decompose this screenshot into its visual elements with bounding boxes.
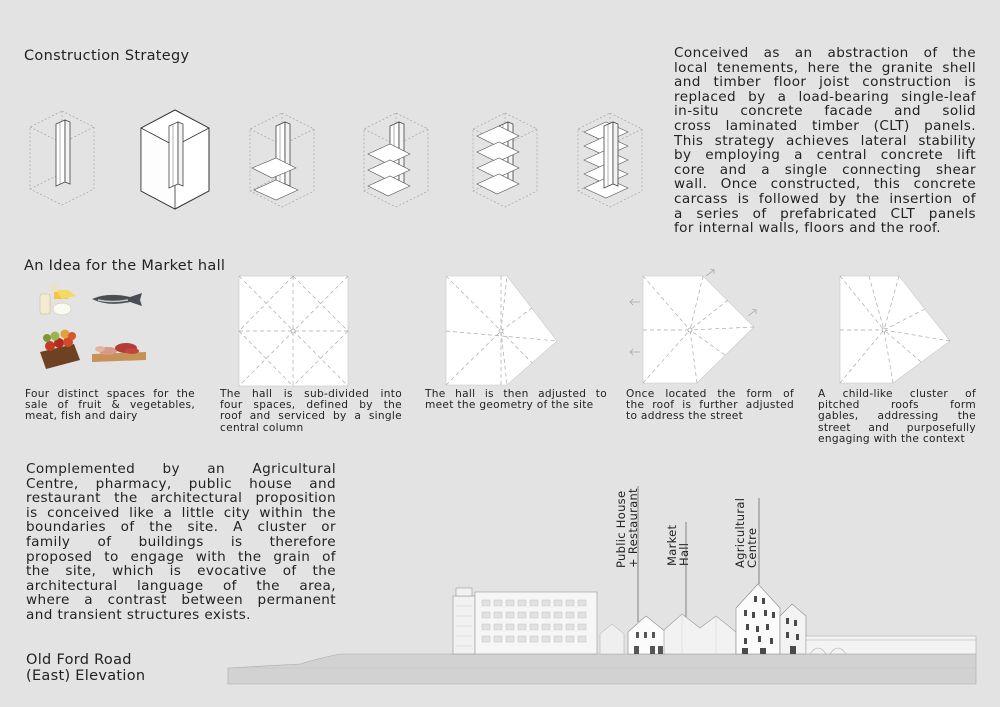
market-hall-title: An Idea for the Market hall: [24, 258, 226, 274]
proposition-line: Complemented by an Agricultural: [26, 461, 336, 477]
label-line: Public House: [614, 490, 628, 568]
construction-line: local tenements, here the granite shell: [674, 59, 976, 76]
construction-line: wall. Once constructed, this concrete: [674, 176, 976, 193]
caption-line: meet the geometry of the site: [425, 399, 594, 412]
caption-line: street and purposefully: [818, 421, 976, 434]
construction-line: This strategy achieves lateral stability: [674, 132, 976, 149]
construction-line: replaced by a load-bearing single-leaf: [674, 88, 976, 105]
elevation-title-line: Old Ford Road: [26, 652, 132, 668]
caption-line: engaging with the context: [818, 432, 965, 445]
caption-line: gables, addressing the: [818, 410, 976, 423]
elevation-title-line: (East) Elevation: [26, 668, 146, 684]
proposition-line: family of buildings is therefore: [26, 533, 336, 550]
label-line: Market: [665, 524, 679, 566]
proposition-line: architectural language of the area,: [26, 577, 336, 594]
proposition-line: proposed to engage with the grain of: [26, 548, 336, 565]
caption-line: the roof is further adjusted: [626, 399, 794, 412]
proposition-line: Centre, pharmacy, public house and: [26, 475, 336, 492]
construction-line: and timber floor joist construction is: [674, 74, 976, 91]
label-line: Hall: [677, 542, 691, 566]
caption-line: The hall is then adjusted to: [425, 388, 607, 400]
construction-line: cross laminated timber (CLT) panels.: [674, 117, 976, 134]
construction-line: a series of prefabricated CLT panels: [674, 205, 976, 222]
caption-line: roof and serviced by a single: [220, 410, 402, 423]
caption-line: sale of fruit & vegetables,: [25, 399, 195, 412]
agricultural-centre-building: [736, 584, 806, 654]
construction-line: in-situ concrete facade and solid: [674, 103, 976, 120]
existing-warehouse: [453, 588, 597, 654]
label-line: Centre: [745, 527, 759, 568]
construction-strategy-title: Construction Strategy: [24, 48, 190, 64]
caption-line: Once located the form of: [626, 388, 794, 400]
label-line: + Restaurant: [626, 488, 640, 568]
caption-line: meat, fish and dairy: [25, 410, 138, 423]
proposition-line: restaurant the architectural proposition: [26, 490, 336, 507]
caption-line: central column: [220, 421, 304, 434]
caption-line: four spaces, defined by the: [220, 399, 402, 412]
proposition-line: the site, which is evocative of the: [26, 563, 336, 580]
proposition-line: where a contrast between permanent: [26, 592, 336, 609]
construction-line: carcass is followed by the insertion of: [674, 190, 976, 207]
caption-line: A child-like cluster of: [818, 388, 976, 400]
caption-line: The hall is sub-divided into: [220, 388, 402, 400]
proposition-line: and transient structures exists.: [26, 606, 251, 623]
viaduct: [806, 636, 976, 654]
market-hall-building: [664, 614, 736, 654]
caption-line: to address the street: [626, 410, 744, 423]
proposition-line: boundaries of the site. A cluster or: [26, 519, 336, 536]
construction-line: core and a single connecting shear: [674, 161, 976, 178]
caption-line: Four distinct spaces for the: [25, 388, 195, 400]
construction-line: for internal walls, floors and the roof.: [674, 220, 941, 237]
caption-line: pitched roofs form: [818, 399, 976, 412]
construction-line: Conceived as an abstraction of the: [674, 45, 976, 61]
proposition-line: is conceived like a little city within the: [26, 504, 336, 521]
public-house-building: [628, 616, 666, 654]
construction-line: by employing a central concrete lift: [674, 147, 976, 164]
label-line: Agricultural: [733, 497, 747, 568]
